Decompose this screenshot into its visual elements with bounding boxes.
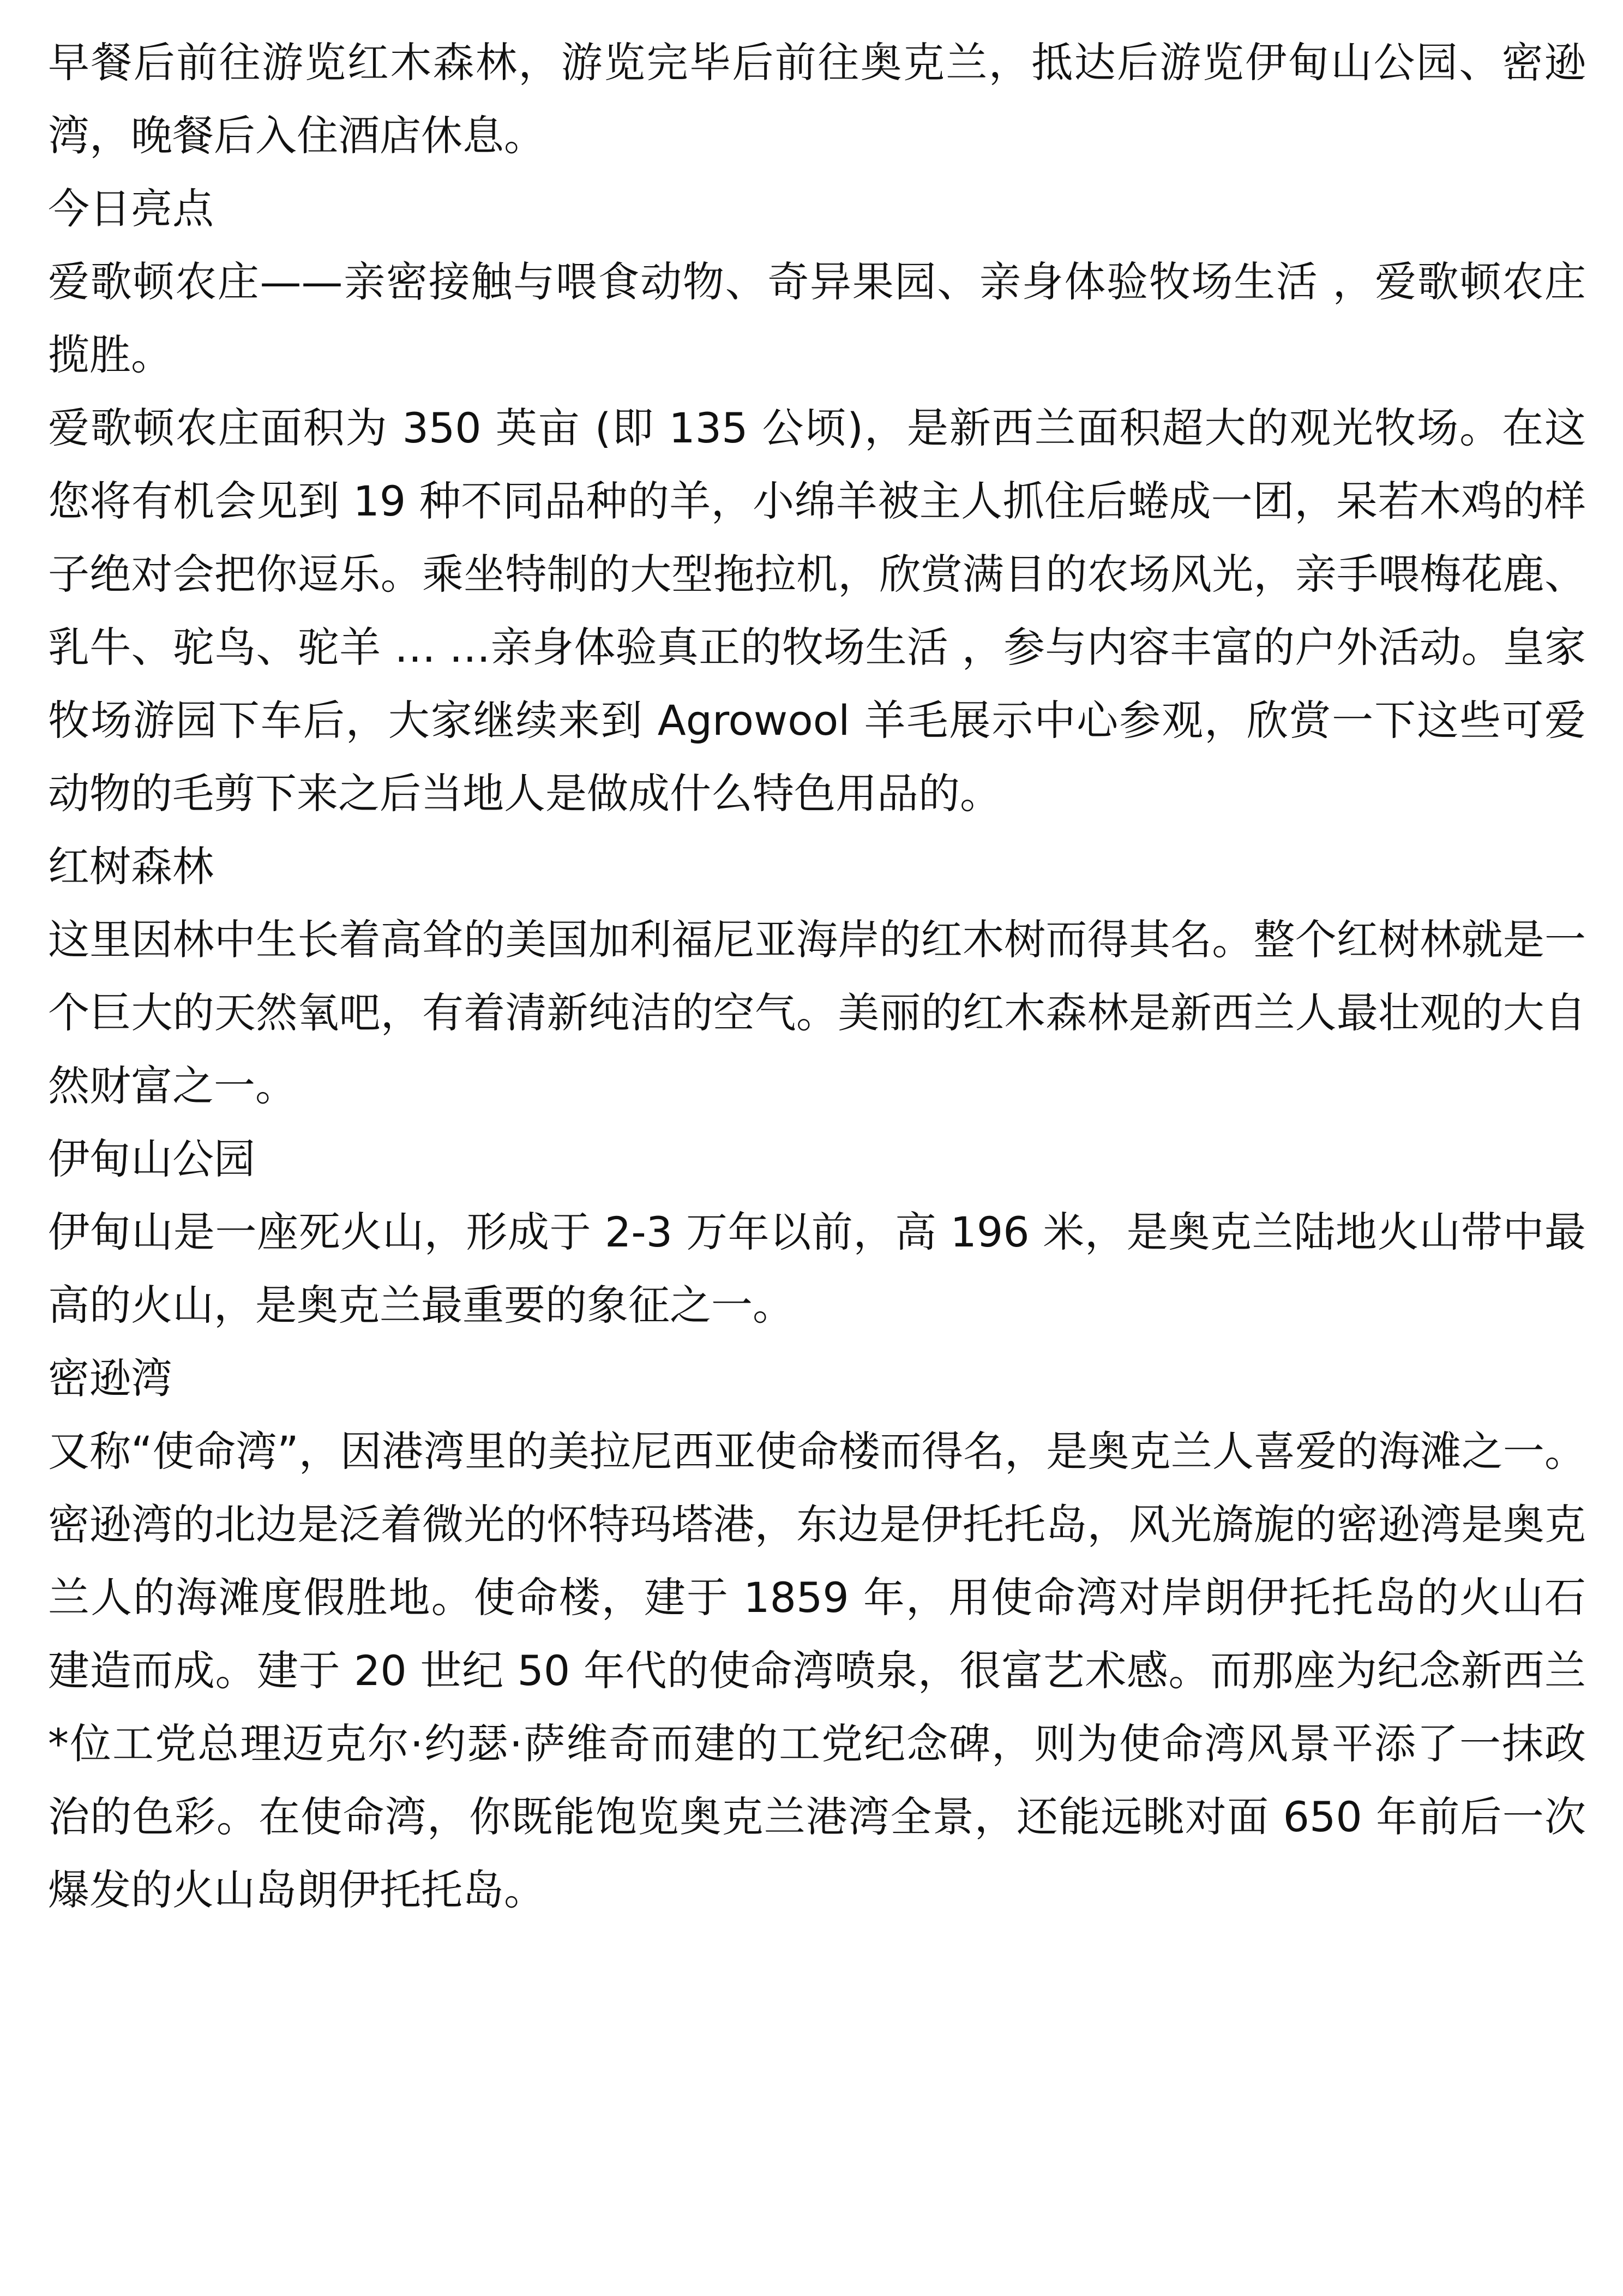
heading-today-highlights: 今日亮点 [48,184,214,233]
heading-mount-eden: 伊甸山公园 [48,1135,255,1183]
paragraph-mission-bay: 又称“使命湾”，因港湾里的美拉尼西亚使命楼而得名，是奥克兰人喜爱的海滩之一。密逊湾的北边是泛着微光的怀特玛塔港，东边是伊托托岛，风光旖旎的密逊湾是奥克兰人的海滩度假胜地。使命楼，建于 1859 年，用使命湾对岸朗伊托托岛的火山石建造而成。建于 20 世纪 50 年代的使命湾喷泉，很富艺术感。而那座为纪念新西兰*位工党总理迈克尔·约瑟·萨维奇而建的工党纪念碑，则为使命湾风景平添了一抹政治的色彩。在使命湾，你既能饱览奥克兰港湾全景，还能远眺对面 650 年前后一次爆发的火山岛朗伊托托岛。 [48,1427,1586,1914]
paragraph-redwood-forest: 这里因林中生长着高耸的美国加利福尼亚海岸的红木树而得其名。整个红树林就是一个巨大的天然氧吧，有着清新纯洁的空气。美丽的红木森林是新西兰人最壮观的大自然财富之一。 [48,915,1586,1110]
heading-redwood-forest: 红树森林 [48,842,214,891]
paragraph-mount-eden: 伊甸山是一座死火山，形成于 2-3 万年以前，高 196 米，是奥克兰陆地火山带中最高的火山，是奥克兰最重要的象征之一。 [48,1208,1586,1329]
document-page [48,26,1586,1927]
paragraph-day-itinerary: 早餐后前往游览红木森林，游览完毕后前往奥克兰，抵达后游览伊甸山公园、密逊湾，晚餐后入住酒店休息。 [48,38,1586,160]
paragraph-farm-details: 爱歌顿农庄面积为 350 英亩 (即 135 公顷)，是新西兰面积超大的观光牧场。在这您将有机会见到 19 种不同品种的羊，小绵羊被主人抓住后蜷成一团，呆若木鸡的样子绝对会把你逗乐。乘坐特制的大型拖拉机，欣赏满目的农场风光，亲手喂梅花鹿、乳牛、驼鸟、驼羊 … …亲身体验真正的牧场生活 ，参与内容丰富的户外活动。皇家牧场游园下车后，大家继续来到 Agrowool 羊毛展示中心参观，欣赏一下这些可爱动物的毛剪下来之后当地人是做成什么特色用品的。 [48,404,1586,818]
paragraph-farm-intro: 爱歌顿农庄——亲密接触与喂食动物、奇异果园、亲身体验牧场生活 ，爱歌顿农庄揽胜。 [48,257,1586,379]
heading-mission-bay: 密逊湾 [48,1354,172,1402]
